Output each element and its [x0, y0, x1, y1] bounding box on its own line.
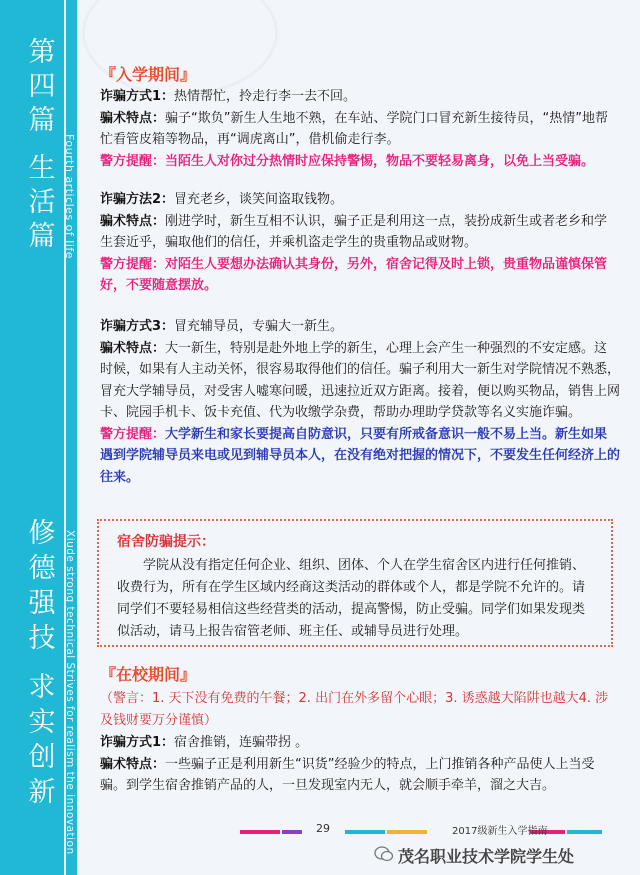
dorm-tips-title: 宿舍防骗提示： — [117, 534, 215, 550]
footer-bar — [240, 830, 280, 834]
method-label: 诈骗方式1： — [100, 735, 175, 750]
method-text: 冒充老乡，谈笑间盗取钱物。 — [174, 192, 344, 207]
wechat-icon — [374, 845, 394, 863]
feature-text: 大一新生，特别是赴外地上学的新生，心理上会产生一种强烈的不安定感。这时候，如果有人主动关怀，很容易取得他们的信任。骗子利用大一新生对学院情况不熟悉，冒充大学辅导员，对受害人嘘寒问暖，迅速拉近双方距离。接着，便以购买物品，销售上网卡、院园手机卡、饭卡充值、代为收缴学杂费，帮助办理助学贷款等名义实施诈骗。 — [100, 340, 621, 420]
dorm-tips-text: 学院从没有指定任何企业、组织、团体、个人在学生宿舍区内进行任何推销、收费行为，所有在学生区域内经商这类活动的群体或个人，都是学院不允许的。请同学们不要轻易相信这些经营类的活动，提高警惕，防止受骗。同学们如果发现类似活动，请马上报告宿管老师、班主任、或辅导员进行处理。 — [117, 558, 586, 639]
warn-label: 警方提醒： — [100, 426, 166, 442]
motto-char: 求 — [28, 672, 56, 703]
warn-label: 警方提醒： — [100, 153, 166, 169]
dorm-tips-box — [97, 519, 613, 647]
alert-text: （警言：1. 天下没有免费的午餐；2. 出门在外多留个心眼；3. 诱惑越大陷阱也越大4. 涉及钱财要万分谨慎） — [100, 691, 609, 728]
motto-char: 技 — [28, 623, 56, 654]
motto-char: 实 — [28, 707, 56, 738]
motto-char: 创 — [28, 742, 56, 773]
footer — [0, 822, 640, 875]
chapter-subtitle-en: Fourth articles of life — [63, 134, 76, 260]
chapter-char: 生 — [28, 153, 56, 184]
motto — [22, 516, 62, 810]
watermark: 茂名职业技术学院学生处 — [398, 847, 575, 866]
method-text: 冒充辅导员，专骗大一新生。 — [174, 319, 344, 334]
motto-char: 德 — [28, 553, 56, 584]
fraud-method-1 — [100, 86, 620, 172]
section-title-at-school: 『在校期间』 — [100, 665, 197, 684]
feature-text: 一些骗子正是利用新生“识货”经验少的特点，上门推销各种产品使人上当受骗。到学生宿舍推销产品的人，一旦发现室内无人，就会顺手牵羊，溜之大吉。 — [100, 756, 595, 793]
motto-char: 强 — [28, 588, 56, 619]
warn-text: 当陌生人对你过分热情时应保持警惕，物品不要轻易离身，以免上当受骗。 — [165, 153, 595, 169]
motto-char: 修 — [28, 518, 56, 549]
chapter-title — [22, 36, 62, 254]
footer-bar — [387, 830, 427, 834]
footer-bar — [345, 830, 385, 834]
method-text: 宿舍推销，连骗带拐 。 — [174, 735, 309, 750]
motto-char: 新 — [28, 777, 56, 808]
page-number: 29 — [316, 822, 330, 835]
warn-label: 警方提醒： — [100, 256, 166, 272]
method-label: 诈骗方式1： — [100, 89, 175, 104]
feature-label: 骗术特点： — [100, 110, 166, 126]
footer-bar — [282, 830, 302, 834]
method-label: 诈骗方式3： — [100, 319, 175, 334]
feature-label: 骗术特点： — [100, 213, 166, 229]
warn-text: 对陌生人要想办法确认其身份，另外，宿舍记得及时上锁，贵重物品谨慎保管好，不要随意摆放。 — [100, 256, 608, 293]
chapter-char: 篇 — [28, 221, 56, 252]
fraud-method-3 — [100, 316, 620, 488]
fraud-method-school-1 — [100, 732, 620, 797]
guide-title: 2017级新生入学指南 — [452, 826, 548, 837]
method-label: 诈骗方法2： — [100, 192, 175, 207]
method-text: 热情帮忙，拎走行李一去不回。 — [174, 89, 357, 104]
warn-text: 大学新生和家长要提高自防意识，只要有所戒备意识一般不易上当。新生如果遇到学院辅导员来电或见到辅导员本人，在没有绝对把握的情况下，不要发生任何经济上的往来。 — [100, 426, 621, 485]
fraud-method-2 — [100, 189, 620, 297]
chapter-char: 活 — [28, 187, 56, 218]
feature-label: 骗术特点： — [100, 756, 166, 772]
feature-text: 骗子“欺负”新生人生地不熟，在车站、学院门口冒充新生接待员，“热情”地帮忙看管皮箱等物品，再“调虎离山”，借机偷走行李。 — [100, 110, 608, 147]
motto-en: Xiude strong technical Strives for realism the innovation — [64, 530, 76, 855]
section-title-enrollment: 『入学期间』 — [100, 65, 197, 84]
chapter-char: 篇 — [28, 105, 56, 136]
sidebar — [0, 0, 77, 875]
feature-label: 骗术特点： — [100, 340, 166, 356]
feature-text: 刚进学时，新生互相不认识，骗子正是利用这一点，装扮成新生或者老乡和学生套近乎，骗取他们的信任，并乘机盗走学生的贵重物品或财物。 — [100, 213, 608, 250]
footer-bar — [567, 830, 602, 834]
chapter-char: 第 — [28, 37, 56, 68]
chapter-char: 四 — [28, 71, 56, 102]
